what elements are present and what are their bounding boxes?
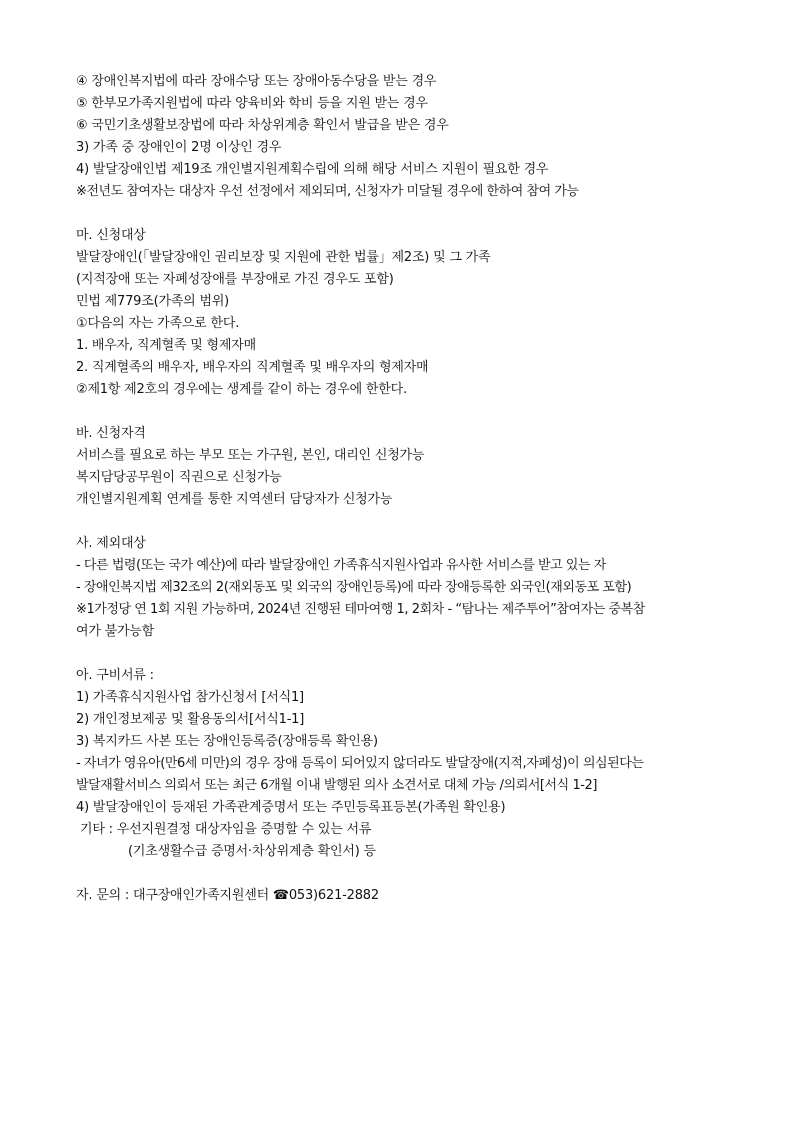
- target-line: ②제1항 제2호의 경우에는 생계를 같이 하는 경우에 한한다.: [76, 382, 407, 397]
- target-line: 2. 직계혈족의 배우자, 배우자의 직계혈족 및 배우자의 형제자매: [76, 360, 429, 375]
- criteria-tail-section: [76, 71, 746, 203]
- document-item: 4) 발달장애인이 등재된 가족관계증명서 또는 주민등록표등본(가족원 확인용): [76, 800, 506, 815]
- document-item: 1) 가족휴식지원사업 참가신청서 [서식1]: [76, 690, 304, 705]
- document-other-sub: (기초생활수급 증명서·차상위계층 확인서) 등: [128, 844, 376, 859]
- target-line: 1. 배우자, 직계혈족 및 형제자매: [76, 338, 256, 353]
- section-heading: 바. 신청자격: [76, 426, 146, 441]
- exclusion-line: - 다른 법령(또는 국가 예산)에 따라 발달장애인 가족휴식지원사업과 유사한 서비스를 받고 있는 자: [76, 558, 606, 573]
- document-item: 발달재활서비스 의뢰서 또는 최근 6개월 이내 발행된 의사 소견서로 대체 가능 /의뢰서[서식 1-2]: [76, 778, 597, 793]
- exclusion-line: ※1가정당 연 1회 지원 가능하며, 2024년 진행된 테마여행 1, 2회차 - “탐나는 제주투어”참여자는 중복참: [76, 602, 645, 617]
- document-page: [76, 71, 746, 907]
- target-line: ①다음의 자는 가족으로 한다.: [76, 316, 240, 331]
- section-required-documents: [76, 665, 746, 863]
- section-heading: 아. 구비서류 :: [76, 668, 154, 683]
- criteria-multiple-disabled: 3) 가족 중 장애인이 2명 이상인 경우: [76, 140, 282, 155]
- criteria-item-5: ⑤ 한부모가족지원법에 따라 양육비와 학비 등을 지원 받는 경우: [76, 96, 428, 111]
- exclusion-line: - 장애인복지법 제32조의 2(재외동포 및 외국의 장애인등록)에 따라 장애등록한 외국인(재외동포 포함): [76, 580, 632, 595]
- target-line: 발달장애인(「발달장애인 권리보장 및 지원에 관한 법률」제2조) 및 그 가족: [76, 250, 491, 265]
- criteria-item-4: ④ 장애인복지법에 따라 장애수당 또는 장애아동수당을 받는 경우: [76, 74, 437, 89]
- document-other: 기타 : 우선지원결정 대상자임을 증명할 수 있는 서류: [80, 822, 372, 837]
- section-heading: 사. 제외대상: [76, 536, 146, 551]
- document-item: 2) 개인정보제공 및 활용동의서[서식1-1]: [76, 712, 305, 727]
- exclusion-line: 여가 불가능함: [76, 624, 155, 639]
- section-exclusions: [76, 533, 746, 643]
- document-item: 3) 복지카드 사본 또는 장애인등록증(장애등록 확인용): [76, 734, 378, 749]
- eligibility-line: 복지담당공무원이 직권으로 신청가능: [76, 470, 282, 485]
- document-item: - 자녀가 영유아(만6세 미만)의 경우 장애 등록이 되어있지 않더라도 발달장애(지적,자폐성)이 의심된다는: [76, 756, 644, 771]
- section-heading: 마. 신청대상: [76, 228, 146, 243]
- target-line: (지적장애 또는 자폐성장애를 부장애로 가진 경우도 포함): [76, 272, 394, 287]
- eligibility-line: 개인별지원계획 연계를 통한 지역센터 담당자가 신청가능: [76, 492, 393, 507]
- target-line: 민법 제779조(가족의 범위): [76, 294, 230, 309]
- criteria-note: ※전년도 참여자는 대상자 우선 선정에서 제외되며, 신청자가 미달될 경우에 한하여 참여 가능: [76, 184, 579, 199]
- eligibility-line: 서비스를 필요로 하는 부모 또는 가구원, 본인, 대리인 신청가능: [76, 448, 425, 463]
- criteria-item-6: ⑥ 국민기초생활보장법에 따라 차상위계층 확인서 발급을 받은 경우: [76, 118, 449, 133]
- section-eligible-target: [76, 225, 746, 401]
- section-contact: [76, 885, 746, 907]
- contact-line: 자. 문의 : 대구장애인가족지원센터 ☎053)621-2882: [76, 888, 379, 903]
- criteria-support-plan: 4) 발달장애인법 제19조 개인별지원계획수립에 의해 해당 서비스 지원이 필요한 경우: [76, 162, 549, 177]
- section-eligibility: [76, 423, 746, 511]
